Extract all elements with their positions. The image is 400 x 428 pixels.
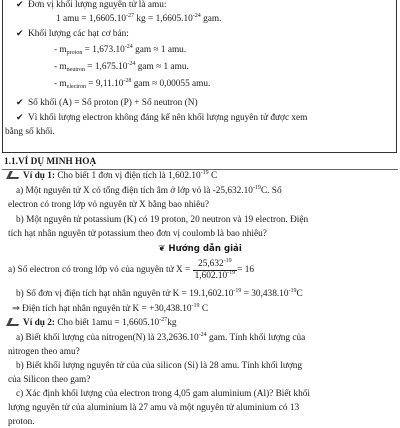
box-line-note-cont: bằng số khối.: [5, 127, 55, 137]
example-1-question-a-cont: electron có trong lớp vỏ nguyên tử X bằng bao nhiêu?: [8, 200, 210, 210]
example-2-question-a: a) Biết khối lượng của nitrogen(N) là $23,2636.10^{-24}$ gam. Tính khối lượng của: [16, 332, 306, 343]
box-line-melectron: - $m_{electron} = 9,11.10^{-28}$ gam ≈ 0,00055 amu.: [54, 78, 211, 90]
check-icon: ✔: [16, 0, 24, 10]
box-line-mass-number: ✔ Số khối (A) = Số proton (P) + Số neutron (N): [16, 98, 198, 108]
example-2-question-c-cont: lượng nguyên tử của aluminium là 27 amu và một nguyên tử aluminium có 13: [8, 403, 300, 413]
example-2-question-b: b) Biết khối lượng nguyên tử của của silicon (Si) là 28 amu. Tính khối lượng: [16, 361, 303, 371]
solution-b-result: ⇒ Điện tích hạt nhân nguyên tử $K = +30,438.10^{-19}$ C: [12, 303, 209, 314]
pencil-icon: [6, 318, 22, 326]
pencil-icon: [6, 171, 22, 179]
check-icon: ✔: [16, 29, 24, 39]
example-2-question-c-end: proton.: [8, 417, 35, 427]
box-line-amu-value: 1 amu = $1,6605.10^{-27}$ kg = $1,6605.10^{-24}$ gam.: [56, 13, 222, 24]
example-2-question-a-cont: nitrogen theo amu?: [8, 347, 80, 357]
leaf-icon: ❦: [158, 244, 166, 254]
example-1-heading: Ví dụ 1: Cho biết 1 đơn vị điện tích là $1,602.10^{-19}$ C: [8, 171, 217, 182]
box-line-mneutron: - $m_{neutron} = 1,675.10^{-24}$ gam ≈ 1 amu.: [54, 61, 189, 73]
solution-b: b) Số đơn vị điện tích hạt nhân nguyên tử $K = 19.1,602.10^{-19} = 30,438.10^{-19}C$: [16, 288, 303, 299]
guide-heading: ❦ Hướng dẫn giải: [158, 244, 242, 254]
check-icon: ✔: [16, 98, 24, 108]
box-line-amu-unit: ✔ Đơn vị khối lượng nguyên tử là amu:: [16, 0, 167, 10]
example-1-question-b-cont: tích hạt nhân nguyên tử potassium theo đơn vị coulomb là bao nhiêu?: [8, 229, 267, 239]
box-line-mproton: - $m_{proton} = 1,673.10^{-24}$ gam ≈ 1 amu.: [54, 44, 187, 56]
example-2-heading: Ví dụ 2: Cho biết $1amu = 1,6605.10^{-27}kg$: [8, 318, 176, 329]
example-2-question-b-cont: của Silicon theo gam?: [8, 375, 91, 385]
solution-a: a) Số electron có trong lớp vỏ của nguyên tử X = $\frac{25,632^{-19}}{1,602.10^{-19}}$ = 16: [8, 258, 254, 282]
example-1-question-b: b) Một nguyên tử potassium (K) có 19 proton, 20 neutron và 19 electron. Điện: [16, 215, 309, 225]
example-1-question-a: a) Một nguyên tử X có tổng điện tích âm ở lớp vỏ là $-25,632.10^{-19}C$. Số: [16, 185, 282, 196]
example-2-question-c: c) Xác định khối lượng của electron trong 4,05 gam aluminium (Al)? Biết khối: [16, 389, 310, 399]
section-title: 1.1.VÍ DỤ MINH HOẠ: [4, 157, 97, 167]
solution-a-fraction: $\frac{25,632^{-19}}{1,602.10^{-19}}$: [194, 258, 236, 282]
box-line-particles: ✔ Khối lượng các hạt cơ bản:: [16, 29, 129, 39]
check-icon: ✔: [16, 113, 24, 123]
box-line-note: ✔ Vì khối lượng electron không đáng kể nên khối lượng nguyên tử được xem: [16, 113, 308, 123]
